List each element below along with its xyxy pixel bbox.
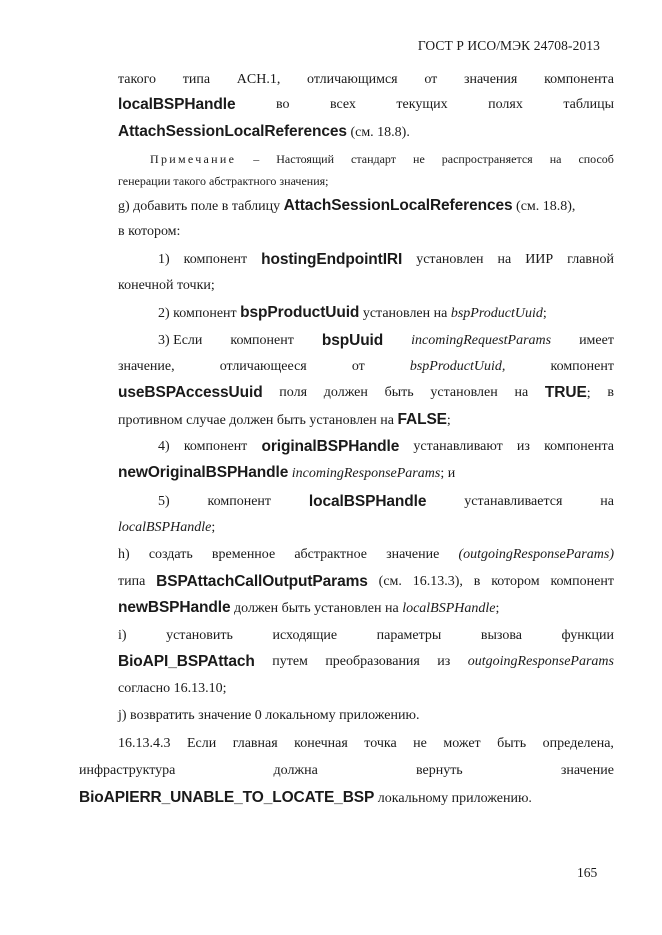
item-g2: 2) компонент bspProductUuid установлен на bspProductUuid;	[158, 304, 547, 321]
p1-line3: AttachSessionLocalReferences (см. 18.8).	[118, 123, 410, 140]
p1-line2: localBSPHandle во всех текущих полях таблицы	[118, 96, 614, 113]
item-g5-line2: localBSPHandle;	[118, 520, 216, 535]
item-i-line2: BioAPI_BSPAttach путем преобразования из outgoingResponseParams	[118, 653, 614, 670]
field-bspproductuuid: bspProductUuid	[240, 304, 360, 321]
type-bspattachcalloutputparams: BSPAttachCallOutputParams	[156, 573, 368, 590]
field-bspuuid: bspUuid	[321, 332, 384, 349]
item-h-line2: типа BSPAttachCallOutputParams (см. 16.13.3), в котором компонент	[118, 573, 614, 590]
note-label: Примечание	[150, 152, 237, 166]
function-bioapi-bspattach: BioAPI_BSPAttach	[118, 653, 255, 670]
item-i-line3: согласно 16.13.10;	[118, 681, 227, 696]
s16-line3: BioAPIERR_UNABLE_TO_LOCATE_BSP локальному приложению.	[79, 789, 532, 806]
field-originalbsphandle: originalBSPHandle	[261, 438, 400, 455]
item-i-line1: i) установить исходящие параметры вызова функции	[118, 628, 614, 643]
item-g-line2: в котором:	[118, 224, 181, 239]
field-localbsphandle: localBSPHandle	[308, 493, 427, 510]
item-g5-line1: 5) компонент localBSPHandle устанавливается на	[158, 493, 614, 510]
item-g4-line1: 4) компонент originalBSPHandle устанавливают из компонента	[158, 438, 614, 455]
value-false: FALSE	[397, 411, 447, 428]
page-number: 165	[577, 865, 598, 880]
item-g3-line3: useBSPAccessUuid поля должен быть установлен на TRUE; в	[118, 383, 614, 404]
item-g3-line1: 3) Если компонент bspUuid incomingRequestParams имеет	[158, 332, 614, 349]
note-line2: генерации такого абстрактного значения;	[118, 174, 329, 188]
field-newbsphandle: newBSPHandle	[118, 599, 231, 616]
item-g4-line2: newOriginalBSPHandle incomingResponseParams; и	[118, 464, 456, 481]
table-name: AttachSessionLocalReferences	[283, 197, 513, 214]
item-g3-line2: значение, отличающееся от bspProductUuid, компонент	[118, 359, 614, 374]
field-neworiginalbsphandle: newOriginalBSPHandle	[118, 464, 289, 481]
p1-line1: такого типа ACH.1, отличающимся от значения компонента	[118, 72, 614, 87]
error-code: BioAPIERR_UNABLE_TO_LOCATE_BSP	[79, 789, 375, 806]
item-g3-line4: противном случае должен быть установлен на FALSE;	[118, 411, 451, 428]
item-g1-line1: 1) компонент hostingEndpointIRI установлен на ИИР главной	[158, 251, 614, 268]
field-usebspaccessuuid: useBSPAccessUuid	[118, 384, 263, 401]
note-line1: Примечание – Настоящий стандарт не распространяется на способ	[150, 149, 614, 169]
s16-line1: 16.13.4.3 Если главная конечная точка не может быть определена,	[118, 736, 614, 751]
item-j: j) возвратить значение 0 локальному приложению.	[118, 708, 420, 723]
item-h-line3: newBSPHandle должен быть установлен на localBSPHandle;	[118, 599, 500, 616]
field-hostingendpointiri: hostingEndpointIRI	[261, 251, 403, 268]
field-localbsphandle: localBSPHandle	[118, 96, 236, 113]
value-true: TRUE	[544, 384, 587, 401]
standard-header: ГОСТ Р ИСО/МЭК 24708-2013	[417, 38, 600, 53]
item-g-line1: g) добавить поле в таблицу AttachSessionLocalReferences (см. 18.8),	[118, 197, 576, 214]
s16-line2: инфраструктура должна вернуть значение	[79, 763, 614, 778]
item-h-line1: h) создать временное абстрактное значение (outgoingResponseParams)	[118, 547, 614, 562]
item-g1-line2: конечной точки;	[118, 278, 215, 293]
table-name: AttachSessionLocalReferences	[118, 123, 347, 140]
